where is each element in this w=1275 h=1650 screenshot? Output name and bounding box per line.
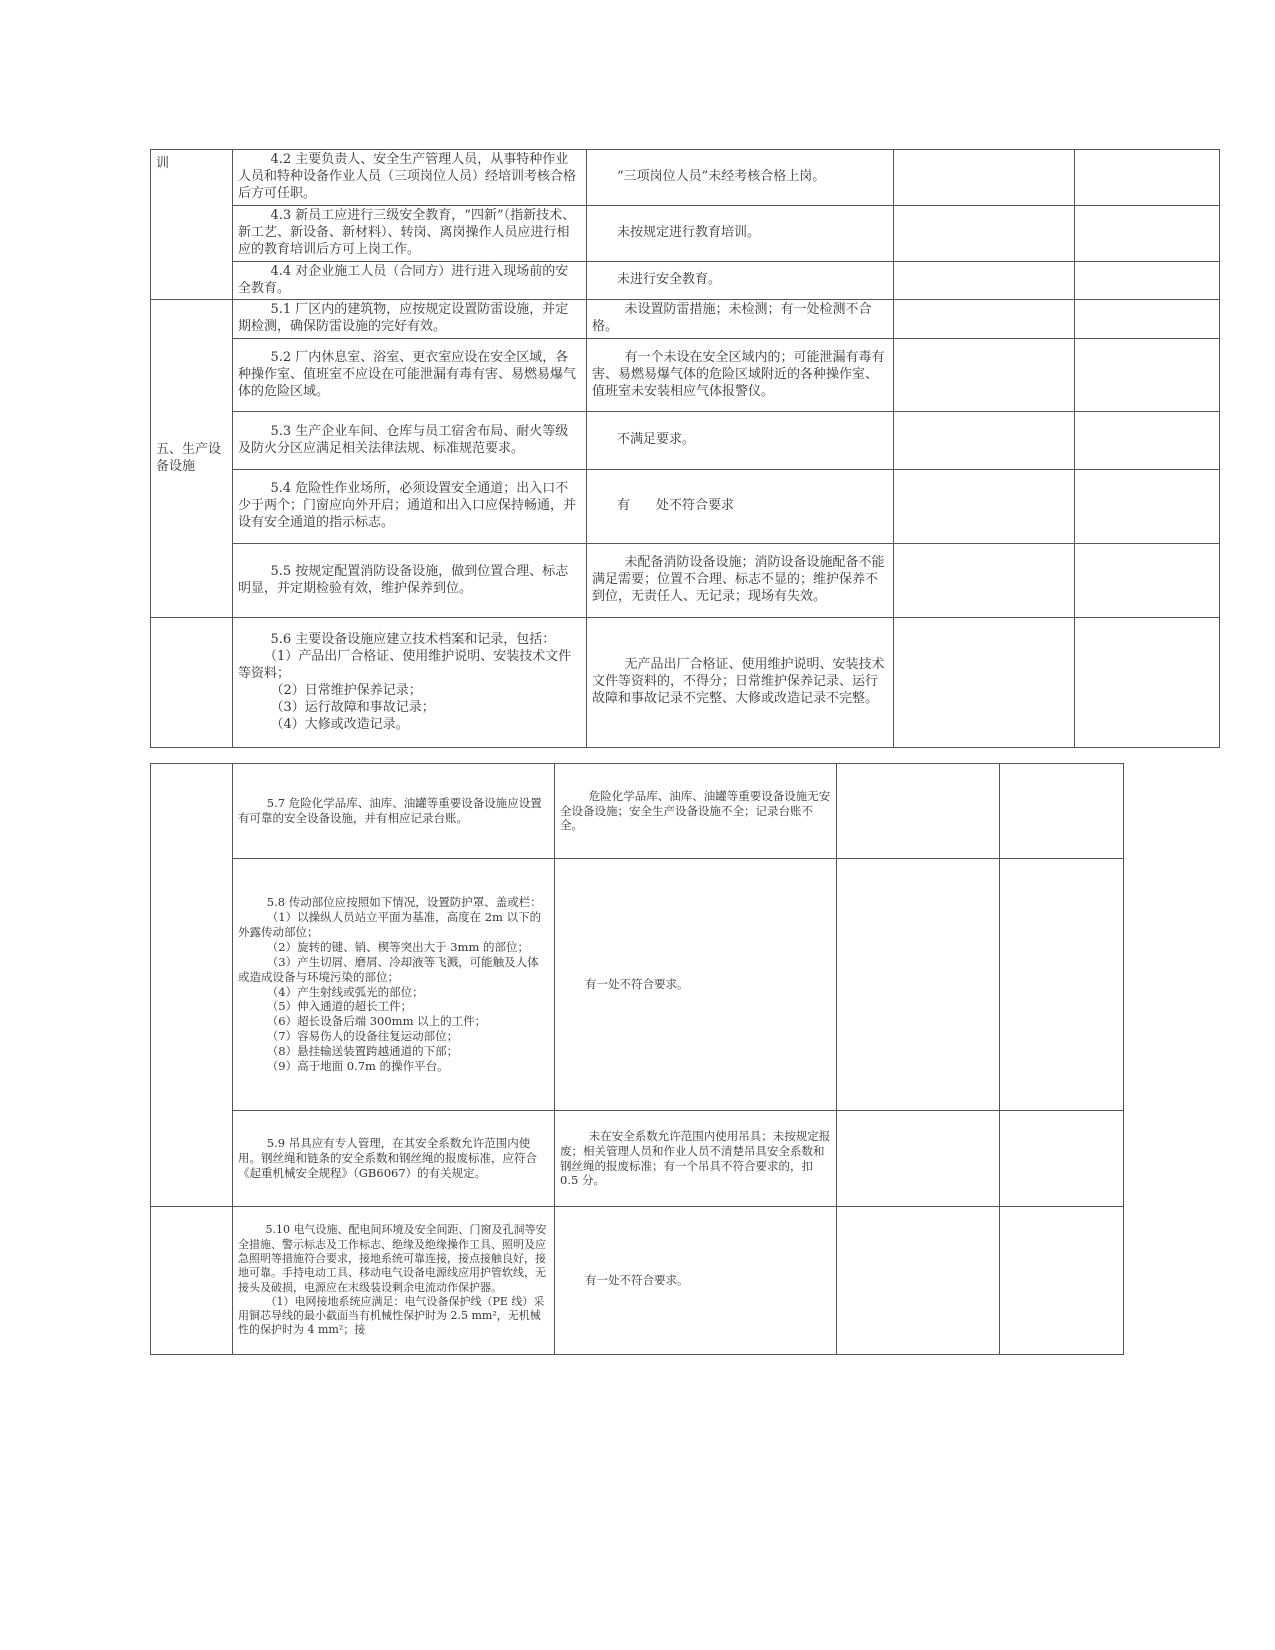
remark-cell — [1075, 412, 1220, 470]
issue-5-7: 危险化学品库、油库、油罐等重要设备设施无安全设备设施；安全生产设备设施不全；记录台账不全。 — [555, 764, 837, 859]
requirement-5-8-item: （1）以操纵人员站立平面为基准，高度在 2m 以下的外露传动部位； — [238, 909, 542, 939]
requirement-5-8-item: （8）悬挂输送装置跨越通道的下部； — [266, 1044, 459, 1059]
score-cell — [894, 618, 1075, 748]
category-cell-empty — [151, 764, 233, 1207]
requirement-5-7: 5.7 危险化学品库、油库、油罐等重要设备设施应设置有可靠的安全设备设施，并有相应记录台账。 — [233, 764, 555, 859]
category-cell-production-equipment: 五、生产设备设施 — [151, 300, 233, 618]
requirement-5-8-item: （2）旋转的键、销、楔等突出大于 3mm 的部位； — [266, 939, 530, 954]
requirement-5-6-item: （4）大修或改造记录。 — [270, 716, 409, 732]
remark-cell — [1075, 618, 1220, 748]
issue-5-6: 无产品出厂合格证、使用维护说明、安装技术文件等资料的，不得分；日常维护保养记录、运行故障和事故记录不完整、大修或改造记录不完整。 — [587, 618, 894, 748]
requirement-5-8-item: （7）容易伤人的设备往复运动部位； — [266, 1029, 459, 1044]
category-cell-empty — [151, 618, 233, 748]
remark-cell — [1075, 544, 1220, 618]
score-cell — [894, 339, 1075, 412]
requirement-5-10-text: 5.10 电气设施、配电间环境及安全间距、门窗及孔洞等安全措施、警示标志及工作标志、绝缘及绝缘操作工具、照明及应急照明等措施符合要求，接地系统可靠连接，接点接触良好，接地可靠。手持电动工具、移动电气设备电源线应用护管软线，无接头及破损，电源应在末级装设剩余电流动作保护器。 — [238, 1223, 547, 1294]
remark-cell — [1000, 764, 1124, 859]
requirement-5-4: 5.4 危险性作业场所，必须设置安全通道；出入口不少于两个；门窗应向外开启；通道和出入口应保持畅通，并设有安全通道的指示标志。 — [233, 470, 587, 544]
issue-5-8: 有一处不符合要求。 — [555, 859, 837, 1111]
requirement-5-8 — [233, 859, 555, 1111]
requirement-5-10-sub: （1）电网接地系统应满足：电气设备保护线（PE 线）采用铜芯导线的最小截面当有机械性保护时为 2.5 mm²，无机械性的保护时为 4 mm²；接 — [238, 1294, 545, 1337]
issue-5-9: 未在安全系数允许范围内使用吊具；未按规定报废；相关管理人员和作业人员不清楚吊具安全系数和钢丝绳的报废标准；有一个吊具不符合要求的，扣 0.5 分。 — [555, 1111, 837, 1207]
requirement-4-2: 4.2 主要负责人、安全生产管理人员，从事特种作业人员和特种设备作业人员（三项岗位人员）经培训考核合格后方可任职。 — [233, 150, 587, 206]
remark-cell — [1000, 1207, 1124, 1355]
remark-cell — [1075, 205, 1220, 261]
issue-4-4: 未进行安全教育。 — [587, 261, 894, 300]
issue-4-2: “三项岗位人员”未经考核合格上岗。 — [587, 150, 894, 206]
issue-5-5: 未配备消防设备设施；消防设备设施配备不能满足需要；位置不合理、标志不显的；维护保养不到位，无责任人、无记录；现场有失效。 — [587, 544, 894, 618]
inspection-table-top — [150, 149, 1220, 748]
issue-5-10: 有一处不符合要求。 — [555, 1207, 837, 1355]
requirement-5-9: 5.9 吊具应有专人管理，在其安全系数允许范围内使用。钢丝绳和链条的安全系数和钢丝绳的报废标准，应符合《起重机械安全规程》（GB6067）的有关规定。 — [233, 1111, 555, 1207]
requirement-5-6-title: 5.6 主要设备设施应建立技术档案和记录，包括： — [270, 632, 556, 648]
requirement-5-8-item: （3）产生切屑、磨屑、冷却液等飞溅，可能触及人体或造成设备与环境污染的部位； — [238, 954, 539, 984]
requirement-5-6-item: （3）运行故障和事故记录； — [270, 699, 435, 715]
requirement-5-5: 5.5 按规定配置消防设备设施，做到位置合理、标志明显，并定期检验有效，维护保养到位。 — [233, 544, 587, 618]
requirement-5-3: 5.3 生产企业车间、仓库与员工宿舍布局、耐火等级及防火分区应满足相关法律法规、标准规范要求。 — [233, 412, 587, 470]
category-cell-empty — [151, 1207, 233, 1355]
issue-4-3: 未按规定进行教育培训。 — [587, 205, 894, 261]
requirement-5-10 — [233, 1207, 555, 1355]
remark-cell — [1075, 261, 1220, 300]
requirement-5-1: 5.1 厂区内的建筑物，应按规定设置防雷设施，并定期检测，确保防雷设施的完好有效。 — [233, 300, 587, 339]
score-cell — [894, 300, 1075, 339]
requirement-4-4: 4.4 对企业施工人员（合同方）进行进入现场前的安全教育。 — [233, 261, 587, 300]
score-cell — [894, 205, 1075, 261]
requirement-5-8-item: （9）高于地面 0.7m 的操作平台。 — [266, 1059, 449, 1074]
requirement-5-8-title: 5.8 传动部位应按照如下情况，设置防护罩、盖或栏： — [266, 894, 542, 909]
remark-cell — [1000, 859, 1124, 1111]
score-cell — [837, 764, 1000, 859]
requirement-5-6-item: （2）日常维护保养记录； — [270, 682, 422, 698]
requirement-5-6-item: （1）产品出厂合格证、使用维护说明、安装技术文件等资料； — [238, 648, 572, 681]
requirement-5-8-item: （4）产生射线或弧光的部位； — [266, 984, 424, 999]
score-cell — [837, 1111, 1000, 1207]
requirement-5-6 — [233, 618, 587, 748]
remark-cell — [1075, 150, 1220, 206]
score-cell — [837, 859, 1000, 1111]
issue-5-4: 有 处不符合要求 — [587, 470, 894, 544]
remark-cell — [1075, 300, 1220, 339]
issue-5-2: 有一个未设在安全区域内的；可能泄漏有毒有害、易燃易爆气体的危险区域附近的各种操作室、值班室未安装相应气体报警仪。 — [587, 339, 894, 412]
requirement-5-8-item: （5）伸入通道的超长工件； — [266, 999, 413, 1014]
requirement-4-3: 4.3 新员工应进行三级安全教育，“四新”（指新技术、新工艺、新设备、新材料）、转岗、离岗操作人员应进行相应的教育培训后方可上岗工作。 — [233, 205, 587, 261]
score-cell — [894, 412, 1075, 470]
remark-cell — [1000, 1111, 1124, 1207]
remark-cell — [1075, 470, 1220, 544]
remark-cell — [1075, 339, 1220, 412]
score-cell — [837, 1207, 1000, 1355]
requirement-5-8-item: （6）超长设备后端 300mm 以上的工件； — [266, 1014, 487, 1029]
issue-5-3: 不满足要求。 — [587, 412, 894, 470]
issue-5-1: 未设置防雷措施；未检测；有一处检测不合格。 — [587, 300, 894, 339]
score-cell — [894, 150, 1075, 206]
score-cell — [894, 544, 1075, 618]
score-cell — [894, 470, 1075, 544]
category-cell-training: 训 — [151, 150, 233, 300]
score-cell — [894, 261, 1075, 300]
inspection-table-bottom — [150, 763, 1124, 1355]
requirement-5-2: 5.2 厂内休息室、浴室、更衣室应设在安全区域，各种操作室、值班室不应设在可能泄漏有毒有害、易燃易爆气体的危险区域。 — [233, 339, 587, 412]
